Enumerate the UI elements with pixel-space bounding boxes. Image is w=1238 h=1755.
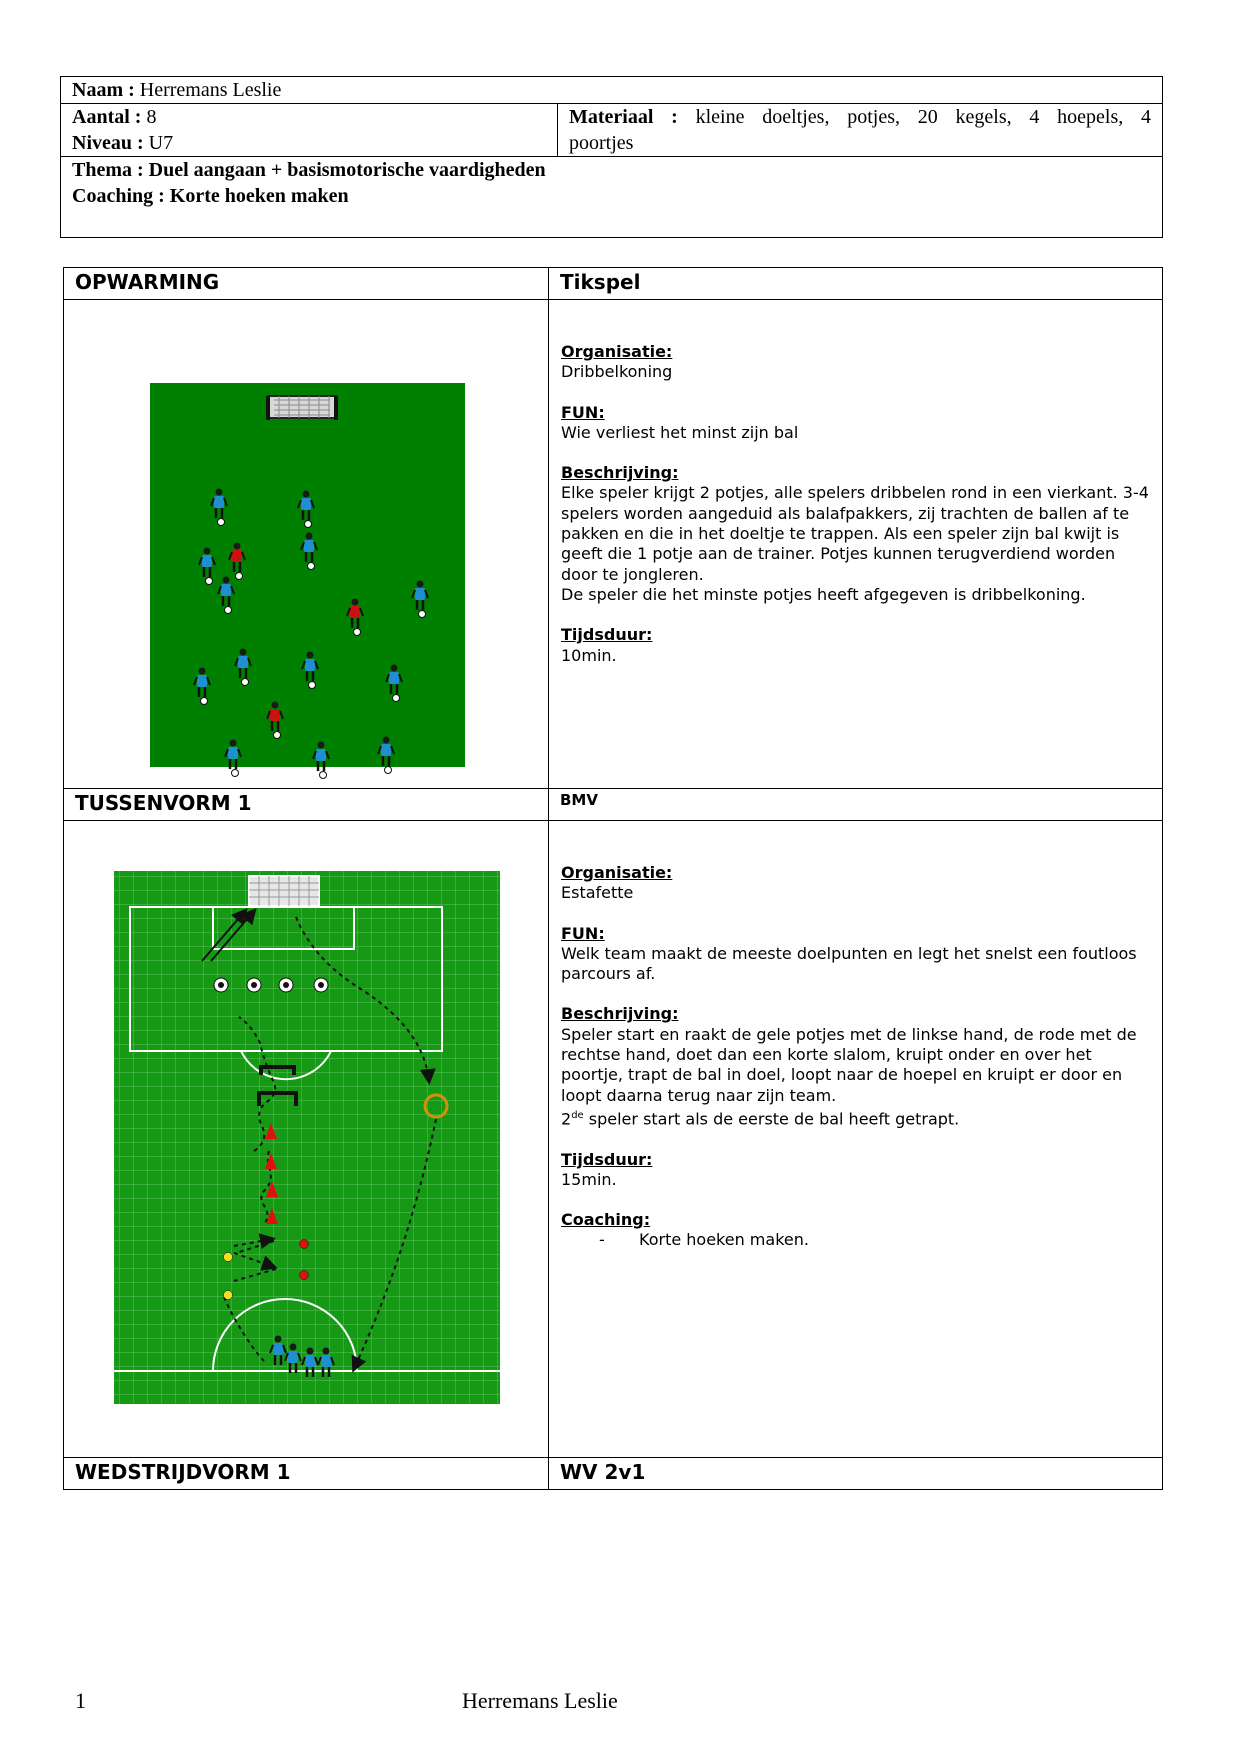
marker-icon	[300, 1271, 309, 1280]
niveau-label: Niveau :	[72, 132, 144, 154]
thema-text: Thema : Duel aangaan + basismotorische vaardigheden	[72, 159, 546, 181]
niveau-value: U7	[148, 132, 174, 154]
organisatie-label-2: Organisatie:	[561, 863, 673, 882]
training-table	[63, 267, 1163, 1490]
ball-icon	[314, 978, 328, 992]
aantal-value: 8	[146, 106, 157, 128]
aantal-label: Aantal :	[72, 106, 142, 128]
beschrijving-label: Beschrijving:	[561, 463, 679, 483]
beschrijving-value-3: Speler start en raakt de gele potjes met de linkse hand, de rode met de rechtse hand, doet dan een korte slalom, kruipt onder en over het poortje, trapt de bal in doel, loopt naar de hoepel en kruipt er door en loopt daarna terug naar zijn team.	[561, 1024, 1137, 1105]
beschrijving-value-2: De speler die het minste potjes heeft afgegeven is dribbelkoning.	[561, 584, 1086, 604]
naam-value: Herremans Leslie	[139, 79, 282, 101]
tijdsduur-label: Tijdsduur:	[561, 625, 653, 645]
section-name-wv: WV 2v1	[549, 1458, 1163, 1490]
small-goal-icon	[266, 396, 338, 420]
section-title-tussenvorm: TUSSENVORM 1	[64, 789, 549, 821]
coaching-label-2: Coaching:	[561, 1210, 651, 1230]
naam-cell	[61, 77, 1163, 104]
materiaal-value-2: poortjes	[569, 132, 634, 154]
opwarming-diagram	[64, 300, 549, 784]
section-title-opwarming: OPWARMING	[64, 268, 549, 300]
aantal-niveau-cell	[61, 104, 558, 157]
header-table	[60, 76, 1163, 238]
fun-label: FUN:	[561, 402, 605, 422]
organisatie-value: Dribbelkoning	[561, 362, 673, 382]
marker-icon	[300, 1240, 309, 1249]
diagram-cell-2	[64, 821, 549, 1458]
tijdsduur-value-2: 15min.	[561, 1169, 617, 1189]
text-cell-2	[549, 821, 1163, 1458]
materiaal-value: kleine doeltjes, potjes, 20 kegels, 4 hoepels, 4	[695, 106, 1151, 128]
materiaal-label: Materiaal :	[569, 106, 678, 128]
fun-value: Wie verliest het minst zijn bal	[561, 422, 799, 442]
ball-icon	[247, 978, 261, 992]
ball-icon	[279, 978, 293, 992]
ball-icon	[214, 978, 228, 992]
fun-value-2: Welk team maakt de meeste doelpunten en legt het snelst een foutloos parcours af.	[561, 943, 1137, 984]
organisatie-value-2: Estafette	[561, 883, 634, 903]
goal-icon	[249, 876, 319, 906]
page-number: 1	[75, 1688, 86, 1713]
beschrijving-label-2: Beschrijving:	[561, 1004, 679, 1024]
text-cell-1	[549, 300, 1163, 789]
coaching-bullet: -	[599, 1230, 605, 1250]
footer-author: Herremans Leslie	[462, 1688, 618, 1713]
naam-label: Naam :	[72, 79, 135, 101]
diagram-cell-1	[64, 300, 549, 789]
marker-icon	[224, 1291, 233, 1300]
beschrijving-value: Elke speler krijgt 2 potjes, alle spelers dribbelen rond in een vierkant. 3-4 spelers worden aangeduid als balafpakkers, zij trachten de ballen af te pakken en die in het doeltje te trappen. Als een speler zijn bal kwijt is geeft die 1 potje aan de trainer. Potjes kunnen terugverdiend worden door te jongleren.	[561, 483, 1149, 584]
coaching-text: Coaching : Korte hoeken maken	[72, 185, 349, 207]
second-player-pre: 2	[561, 1109, 572, 1129]
section-name-bmv: BMV	[549, 789, 1163, 821]
second-player-text: speler start als de eerste de bal heeft getrapt.	[583, 1109, 960, 1129]
coaching-item: Korte hoeken maken.	[639, 1230, 809, 1250]
marker-icon	[224, 1253, 233, 1262]
tussenvorm-diagram	[64, 821, 549, 1453]
section-title-wedstrijdvorm: WEDSTRIJDVORM 1	[64, 1458, 549, 1490]
tijdsduur-value: 10min.	[561, 645, 617, 665]
tijdsduur-label-2: Tijdsduur:	[561, 1149, 653, 1169]
materiaal-cell	[558, 104, 1163, 157]
organisatie-label: Organisatie:	[561, 342, 673, 361]
section-name-tikspel: Tikspel	[549, 268, 1163, 300]
fun-label-2: FUN:	[561, 923, 605, 943]
thema-cell	[61, 157, 1163, 238]
second-player-sup: de	[571, 1109, 584, 1121]
